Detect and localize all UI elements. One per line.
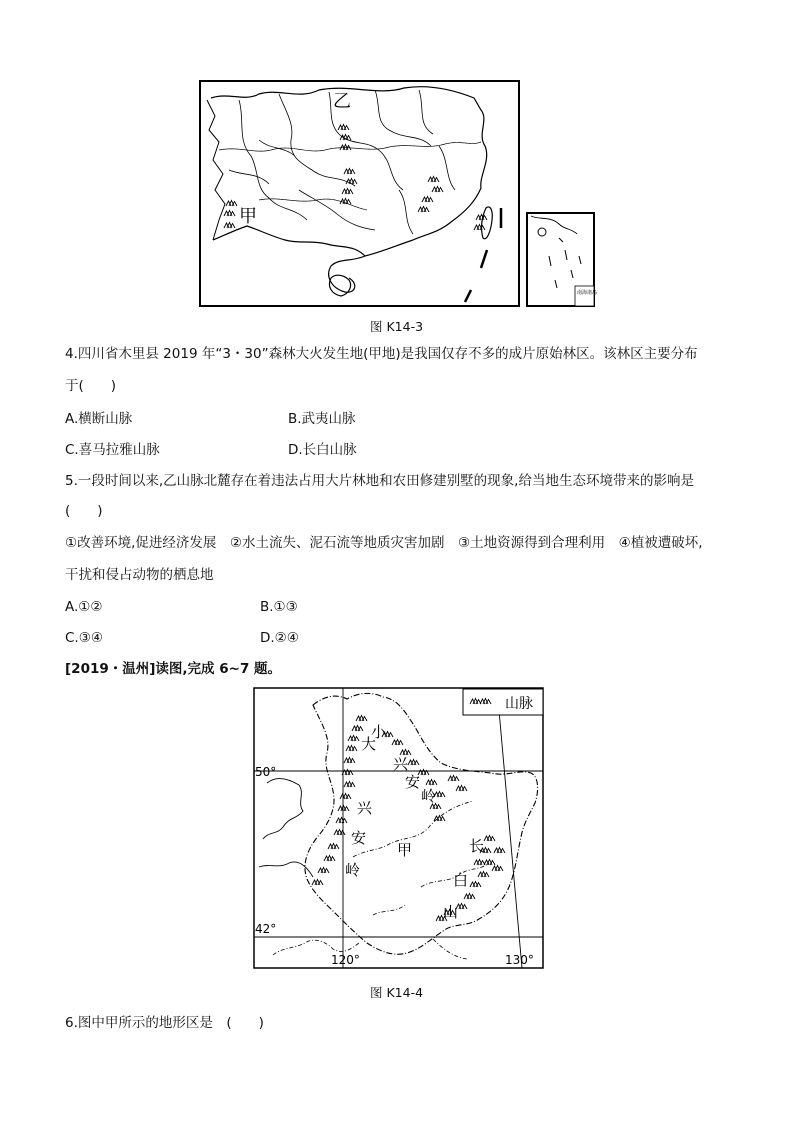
char-xiao: 小 <box>371 723 387 741</box>
q5-option-a[interactable]: A.①② <box>65 599 103 615</box>
q4-option-c[interactable]: C.喜马拉雅山脉 <box>65 442 160 458</box>
q4-stem-line2: 于( ) <box>65 378 117 394</box>
q4-option-d[interactable]: D.长白山脉 <box>288 442 357 458</box>
inset-note: 南海诸岛 <box>577 290 598 296</box>
char-jia: 甲 <box>397 841 413 859</box>
section-header: [2019・温州]读图,完成 6~7 题。 <box>65 661 282 677</box>
lon-label-120: 120° <box>331 953 360 967</box>
q5-statements-line2: 干扰和侵占动物的栖息地 <box>65 567 214 583</box>
char-chang: 长 <box>469 837 485 855</box>
figure2-map <box>253 687 545 971</box>
figure1-caption: 图 K14-3 <box>370 319 424 334</box>
q5-statements-line1: ①改善环境,促进经济发展 ②水土流失、泥石流等地质灾害加剧 ③土地资源得到合理利用 ④植被遭破坏, <box>65 535 703 551</box>
q6-stem-line1: 6.图中甲所示的地形区是 ( ) <box>65 1015 264 1031</box>
map2-frame <box>254 688 543 968</box>
q5-stem-line1: 5.一段时间以来,乙山脉北麓存在着违法占用大片林地和农田修建别墅的现象,给当地生态环境带来的影响是 <box>65 473 694 489</box>
char-an2: 安 <box>351 829 367 847</box>
char-ling: 岭 <box>421 787 437 805</box>
legend-label: 山脉 <box>505 696 533 712</box>
q5-stem-line2: ( ) <box>65 503 103 519</box>
figure2-caption: 图 K14-4 <box>370 985 424 1000</box>
char-an: 安 <box>405 773 421 791</box>
q4-stem-line1: 4.四川省木里县 2019 年“3・30”森林大火发生地(甲地)是我国仅存不多的成片原始林区。该林区主要分布 <box>65 346 698 362</box>
lon-label-130: 130° <box>505 953 534 967</box>
q5-option-b[interactable]: B.①③ <box>260 599 298 615</box>
char-xing2: 兴 <box>357 799 373 817</box>
inset-note-box <box>575 286 594 306</box>
char-shan: 山 <box>443 903 459 921</box>
char-ling2: 岭 <box>345 861 361 879</box>
q5-option-c[interactable]: C.③④ <box>65 630 103 646</box>
main-map-frame <box>200 81 519 306</box>
char-xing: 兴 <box>393 755 409 773</box>
char-da: 大 <box>361 735 377 753</box>
q4-option-a[interactable]: A.横断山脉 <box>65 411 133 427</box>
q5-option-d[interactable]: D.②④ <box>260 630 299 646</box>
lat-label-50: 50° <box>255 765 277 779</box>
label-jia: 甲 <box>239 206 257 227</box>
q4-option-b[interactable]: B.武夷山脉 <box>288 411 356 427</box>
figure1-map <box>199 80 599 310</box>
label-yi: 乙 <box>333 91 351 112</box>
lat-label-42: 42° <box>255 922 277 936</box>
char-bai: 白 <box>453 871 469 889</box>
